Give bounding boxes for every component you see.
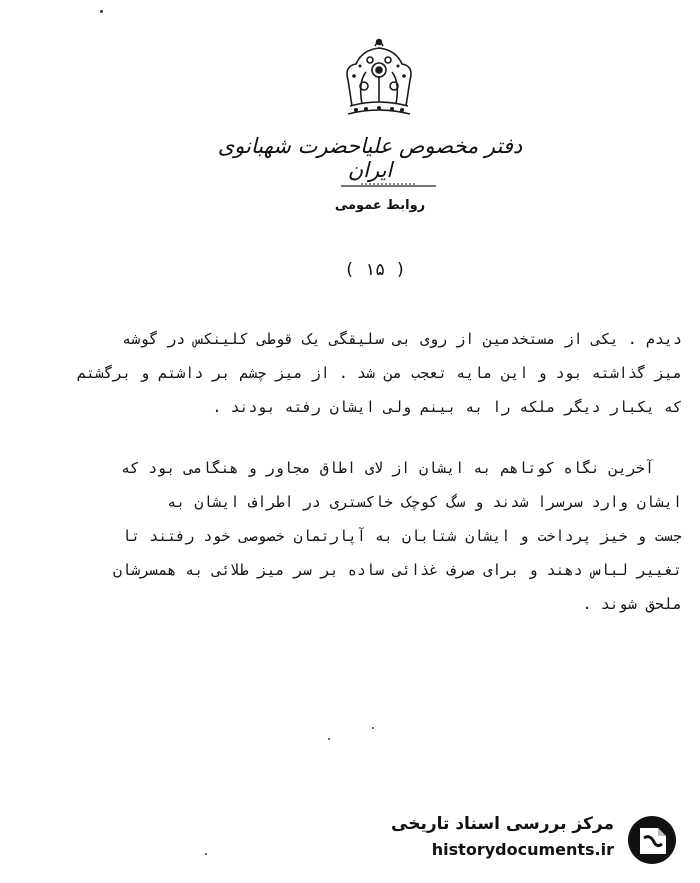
scan-speck: [328, 738, 330, 740]
royal-crown-emblem-icon: [340, 36, 418, 122]
document-archive-logo-icon: [624, 814, 680, 866]
watermark-url: historydocuments.ir: [431, 840, 614, 859]
paragraph-line: جست و خیز پرداخت و ایشان شتابان به آپارتمان خصوصی خود رفتند تا: [122, 527, 682, 545]
paragraph-line: آخرین نگاه کوتاهم به ایشان از لای اطاق مجاور و هنگامی بود که: [121, 459, 654, 477]
archive-watermark: [256, 812, 686, 868]
paragraph-line: میز گذاشته بود و این مایه تعجب من شد . از میز چشم بر داشتم و برگشتم: [76, 364, 682, 382]
watermark-title: مرکز بررسی اسناد تاریخی: [391, 814, 614, 834]
paragraph-line: دیدم . یکی از مستخدمین از روی بی سلیقگی یک قوطی کلینکس در گوشه: [122, 330, 682, 348]
letterhead-divider: [341, 183, 436, 189]
paragraph-line: تغییر لباس دهند و برای صرف غذائی ساده بر سر میز طلائی به همسرشان: [113, 561, 682, 579]
page-number: ( ۱۵ ): [344, 260, 406, 280]
letterhead-department: روابط عمومی: [334, 198, 426, 213]
scan-speck: [100, 10, 103, 13]
paragraph-line: ملحق شوند .: [582, 595, 682, 613]
paragraph-line: ایشان وارد سرسرا شدند و سگ کوچک خاکستری در اطراف ایشان به: [167, 493, 682, 511]
paragraph-2: [70, 451, 682, 621]
paragraph-1: [70, 322, 682, 424]
scan-speck: [205, 853, 207, 855]
letterhead-office-title: دفتر مخصوص علیاحضرت شهبانوی ایران: [217, 134, 523, 182]
scan-speck: [372, 727, 374, 729]
paragraph-line: که یکبار دیگر ملکه را به بینم ولی ایشان رفته بودند .: [212, 398, 682, 416]
